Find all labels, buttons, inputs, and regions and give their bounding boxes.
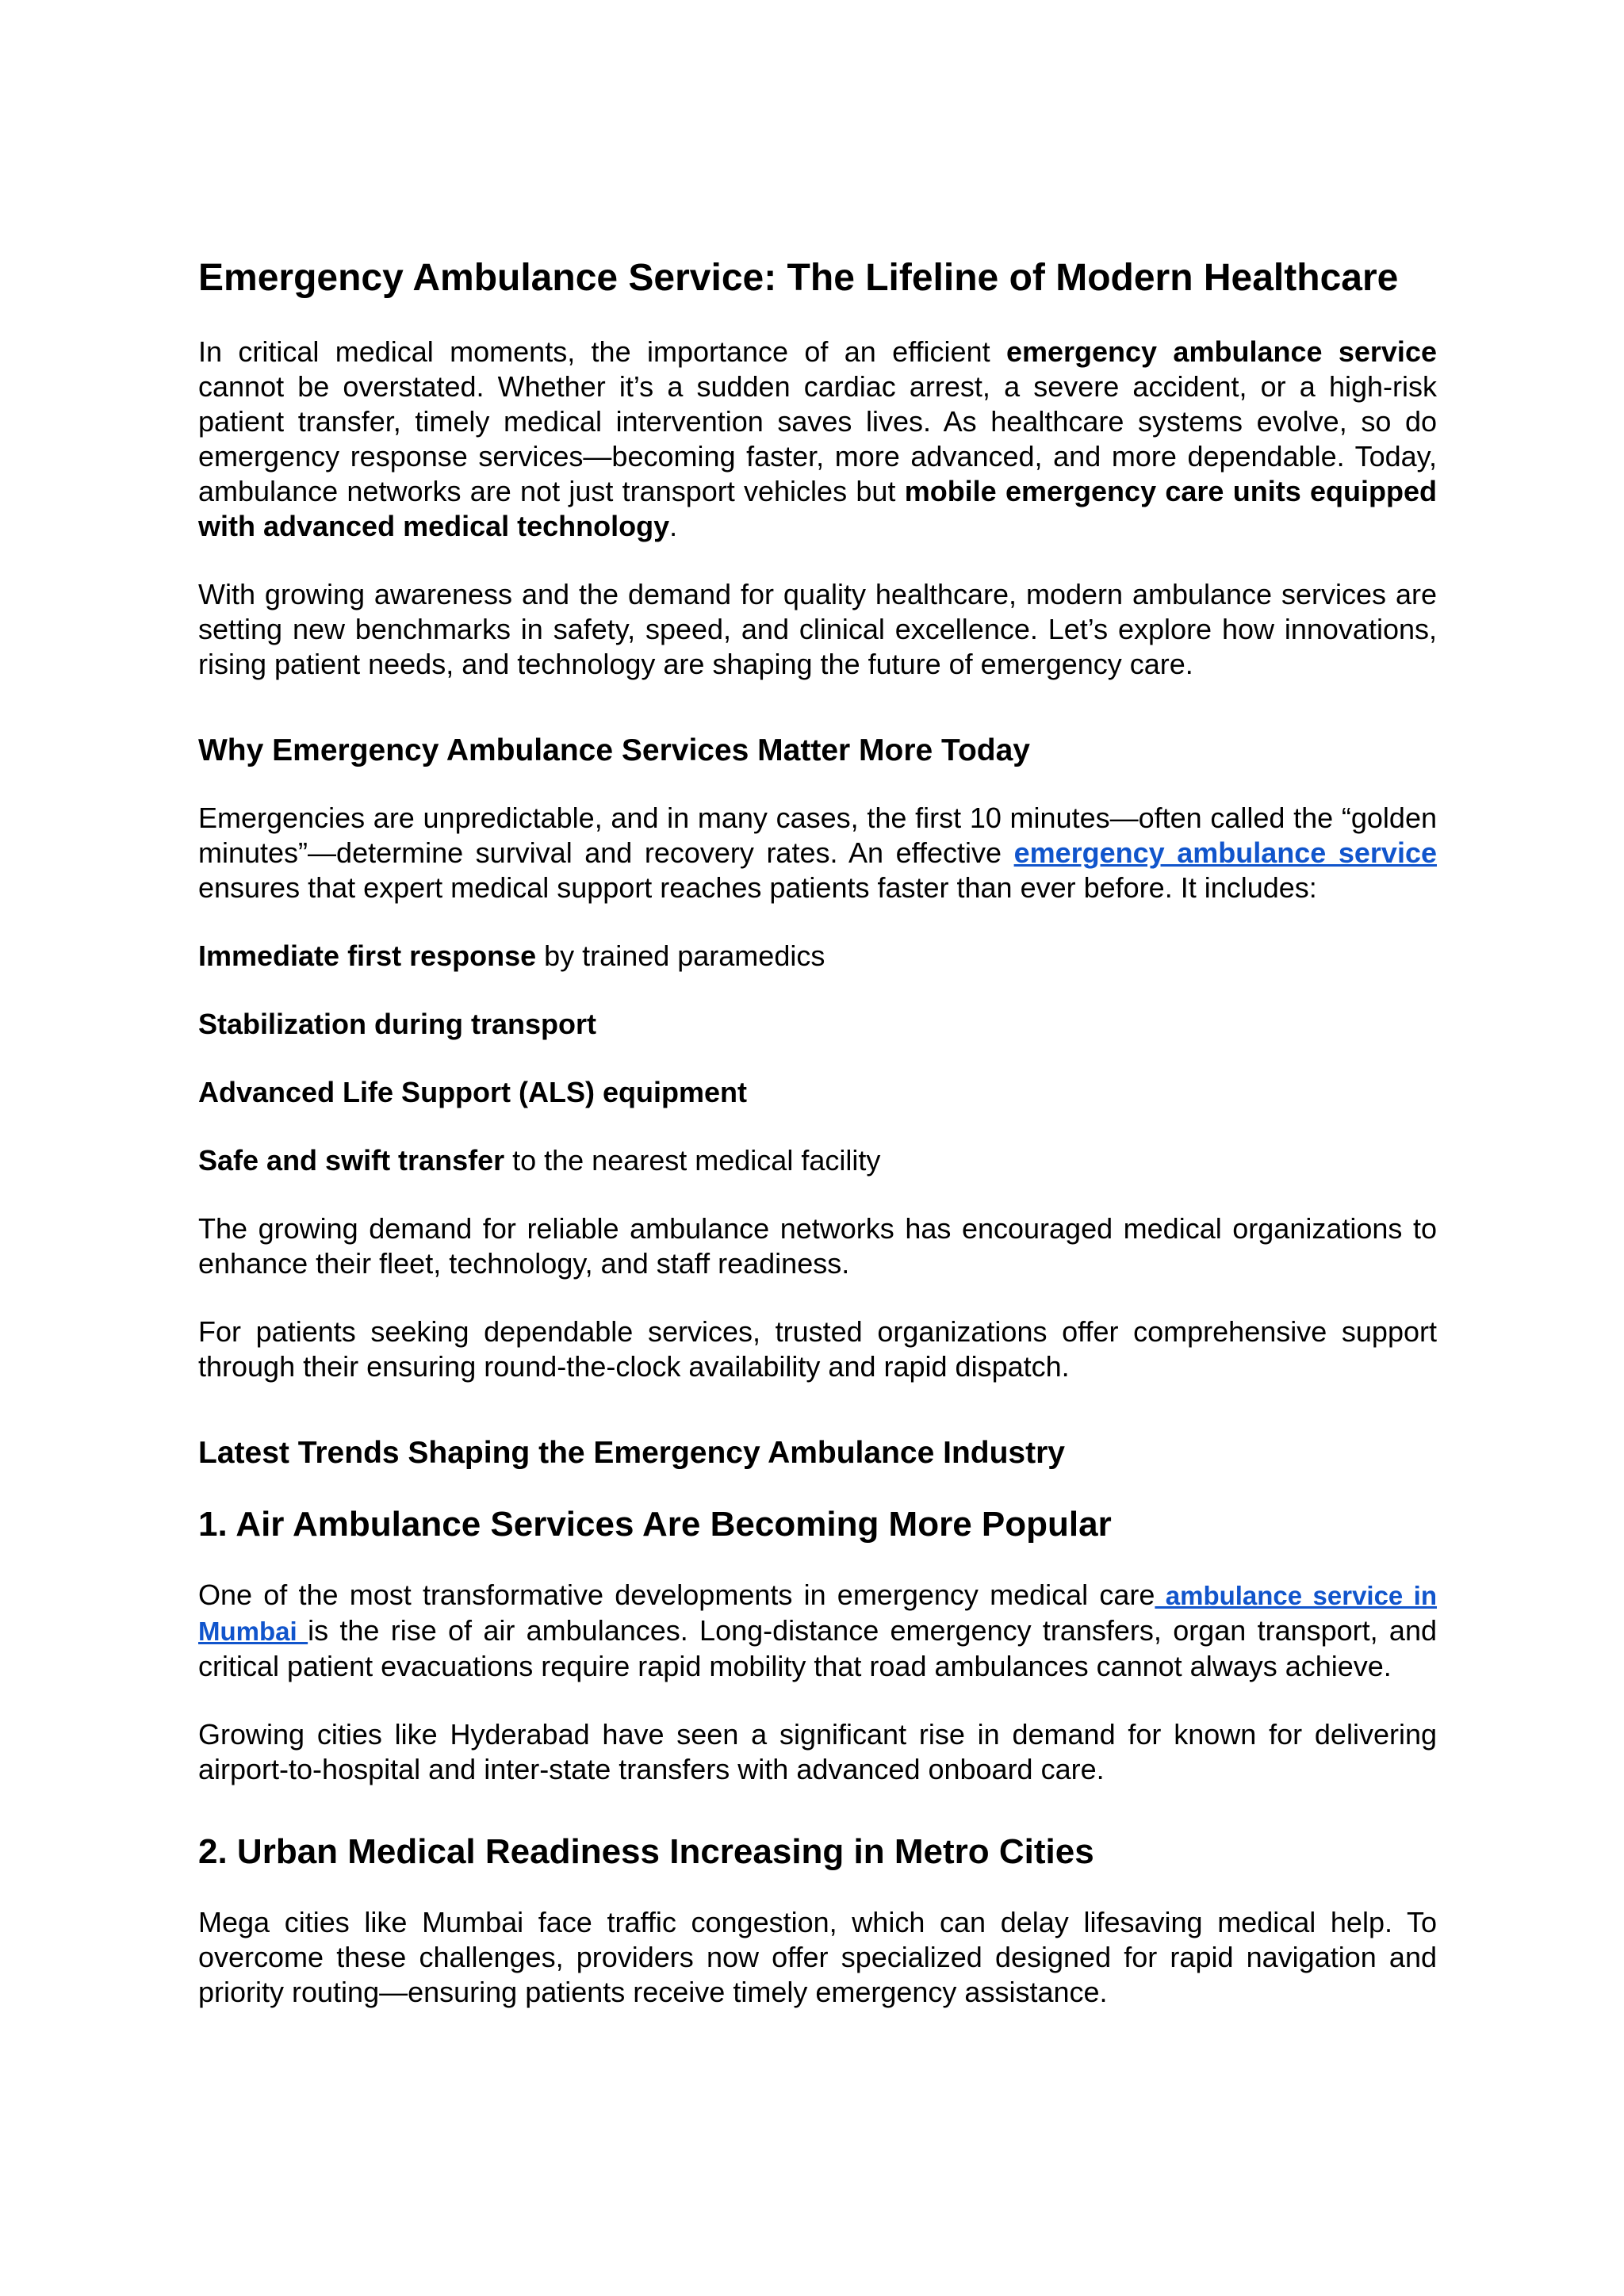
list-item [198, 1143, 1437, 1178]
list-item-text: to the nearest medical facility [504, 1144, 881, 1177]
intro-bold-2: mobile emergency care units equipped with advanced medical technology [198, 474, 1437, 542]
list-item-bold: Immediate first response [198, 939, 537, 973]
intro-paragraph-1 [198, 335, 1437, 544]
ambulance-service-in-mumbai-link[interactable]: ambulance service in Mumbai [198, 1580, 1437, 1646]
list-item-bold: Advanced Life Support (ALS) equipment [198, 1076, 748, 1109]
document-page [198, 255, 1437, 2043]
why-heading: Why Emergency Ambulance Services Matter More Today [198, 733, 1031, 767]
list-item [198, 939, 1437, 974]
section-1-text-2: is the rise of air ambulances. Long-distance emergency transfers, organ transport, and critical patient evacuations require rapid mobility that road ambulances cannot always achieve. [198, 1613, 1437, 1682]
intro-text-3: . [669, 509, 678, 542]
list-item-bold: Safe and swift transfer [198, 1144, 505, 1177]
intro-text-2: cannot be overstated. Whether it’s a sudden cardiac arrest, a severe accident, or a high-risk patient transfer, timely medical intervention saves lives. As healthcare systems evolve, so do emergency response services—becoming faster, more advanced, and more dependable. Today, ambulance networks are not just transport vehicles but [198, 369, 1437, 507]
section-1-heading: 1. Air Ambulance Services Are Becoming More Popular [198, 1505, 1112, 1544]
page-title: Emergency Ambulance Service: The Lifeline of Modern Healthcare [198, 257, 1399, 299]
intro-paragraph-2: With growing awareness and the demand for quality healthcare, modern ambulance services are setting new benchmarks in safety, speed, and clinical excellence. Let’s explore how innovations, rising patient needs, and technology are shaping the future of emergency care. [198, 577, 1437, 680]
section-1-paragraph-2: Growing cities like Hyderabad have seen a significant rise in demand for known for delivering airport-to-hospital and inter-state transfers with advanced onboard care. [198, 1717, 1437, 1785]
trends-heading: Latest Trends Shaping the Emergency Ambulance Industry [198, 1436, 1065, 1471]
section-1-paragraph-1 [198, 1578, 1437, 1684]
section-2-paragraph-1: Mega cities like Mumbai face traffic congestion, which can delay lifesaving medical help. To overcome these challenges, providers now offer specialized designed for rapid navigation and priority routing—ensuring patients receive timely emergency assistance. [198, 1905, 1437, 2008]
section-1-text-1: One of the most transformative developments in emergency medical care [198, 1578, 1155, 1611]
why-paragraph-1 [198, 801, 1437, 905]
why-paragraph-2: The growing demand for reliable ambulance networks has encouraged medical organizations to enhance their fleet, technology, and staff readiness. [198, 1212, 1437, 1280]
intro-text-1: In critical medical moments, the importance of an efficient [198, 335, 1006, 368]
list-item-bold: Stabilization during transport [198, 1008, 596, 1041]
list-item-text: by trained paramedics [536, 939, 825, 973]
why-paragraph-3: For patients seeking dependable services, trusted organizations offer comprehensive support through their ensuring round-the-clock availability and rapid dispatch. [198, 1315, 1437, 1383]
list-item [198, 1075, 1437, 1110]
list-item [198, 1007, 1437, 1042]
emergency-ambulance-service-link[interactable]: emergency ambulance service [1013, 836, 1437, 870]
why-text-1: Emergencies are unpredictable, and in many cases, the first 10 minutes—often called the “golden minutes”—determine survival and recovery rates. An effective [198, 802, 1437, 870]
why-text-2: ensures that expert medical support reaches patients faster than ever before. It includes: [198, 871, 1317, 905]
section-2-heading: 2. Urban Medical Readiness Increasing in Metro Cities [198, 1831, 1094, 1871]
intro-bold-1: emergency ambulance service [1005, 335, 1437, 368]
